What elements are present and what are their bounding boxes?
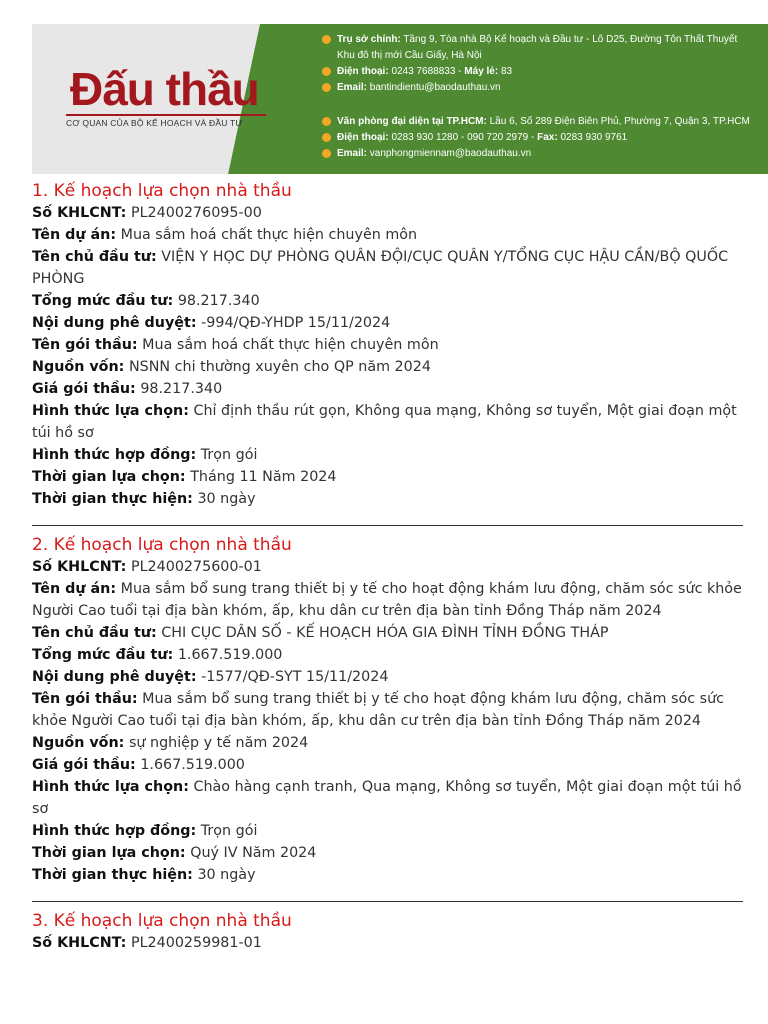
- field-contract-type: Hình thức hợp đồng: Trọn gói: [32, 823, 258, 839]
- field-approval: Nội dung phê duyệt: -1577/QĐ-SYT 15/11/2024: [32, 669, 389, 685]
- site-logo[interactable]: Đấu thầu: [70, 63, 259, 115]
- field-plan-number: Số KHLCNT: PL2400275600-01: [32, 559, 262, 575]
- field-execution-time: Thời gian thực hiện: 30 ngày: [32, 491, 256, 507]
- field-investor: Tên chủ đầu tư: VIỆN Y HỌC DỰ PHÒNG QUÂN ĐỘI/CỤC QUÂN Y/TỔNG CỤC HẬU CẦN/BỘ QUỐC PHÒNG: [32, 249, 729, 287]
- field-execution-time: Thời gian thực hiện: 30 ngày: [32, 867, 256, 883]
- field-package-name: Tên gói thầu: Mua sắm hoá chất thực hiện chuyên môn: [32, 337, 439, 353]
- contact-info: [294, 24, 768, 174]
- phone-icon: [322, 133, 331, 142]
- email-icon: [322, 83, 331, 92]
- phone-icon: [322, 67, 331, 76]
- field-plan-number: Số KHLCNT: PL2400276095-00: [32, 205, 262, 221]
- email-icon: [322, 149, 331, 158]
- location-icon: [322, 117, 331, 126]
- field-package-name: Tên gói thầu: Mua sắm bổ sung trang thiết bị y tế cho hoạt động khám lưu động, chăm sóc sức khỏe Người Cao tuổi tại địa bàn khóm, ấp, khu dân cư trên địa bàn tỉnh Đồng Tháp năm 2024: [32, 691, 724, 729]
- field-contract-type: Hình thức hợp đồng: Trọn gói: [32, 447, 258, 463]
- hq-email-link[interactable]: bantindientu@baodauthau.vn: [367, 82, 501, 93]
- hq-address-line: Trụ sở chính: Tầng 9, Tòa nhà Bộ Kế hoạch và Đầu tư - Lô D25, Đường Tôn Thất Thuyết: [324, 32, 768, 48]
- plan-title: 3. Kế hoạch lựa chọn nhà thầu: [32, 911, 292, 931]
- field-selection-time: Thời gian lựa chọn: Tháng 11 Năm 2024: [32, 469, 337, 485]
- field-total-investment: Tổng mức đầu tư: 1.667.519.000: [32, 647, 283, 663]
- field-total-investment: Tổng mức đầu tư: 98.217.340: [32, 293, 260, 309]
- field-funding: Nguồn vốn: sự nghiệp y tế năm 2024: [32, 735, 309, 751]
- header-banner: [32, 24, 768, 174]
- hq-phone-line: Điện thoại: 0243 7688833 - Máy lẻ: 83: [324, 64, 768, 80]
- field-project-name: Tên dự án: Mua sắm hoá chất thực hiện chuyên môn: [32, 227, 418, 243]
- field-package-price: Giá gói thầu: 1.667.519.000: [32, 757, 245, 773]
- divider: [32, 525, 743, 526]
- location-icon: [322, 35, 331, 44]
- plan-list: [32, 178, 744, 954]
- field-funding: Nguồn vốn: NSNN chi thường xuyên cho QP năm 2024: [32, 359, 431, 375]
- field-selection-method: Hình thức lựa chọn: Chào hàng cạnh tranh, Qua mạng, Không sơ tuyển, Một giai đoạn một túi hồ sơ: [32, 779, 742, 817]
- hq-email-line: Email: bantindientu@baodauthau.vn: [324, 80, 768, 96]
- hcm-address-line: Văn phòng đại diện tại TP.HCM: Lầu 6, Số 289 Điện Biên Phủ, Phường 7, Quận 3, TP.HCM: [324, 114, 768, 130]
- hcm-email-line: Email: vanphongmiennam@baodauthau.vn: [324, 146, 768, 162]
- plan-3: [32, 910, 744, 954]
- plan-2: [32, 534, 744, 886]
- plan-title: 1. Kế hoạch lựa chọn nhà thầu: [32, 181, 292, 201]
- plan-1: [32, 180, 744, 510]
- hcm-email-link[interactable]: vanphongmiennam@baodauthau.vn: [367, 148, 532, 159]
- logo-panel: [32, 24, 294, 174]
- field-project-name: Tên dự án: Mua sắm bổ sung trang thiết bị y tế cho hoạt động khám lưu động, chăm sóc sức khỏe Người Cao tuổi tại địa bàn khóm, ấp, khu dân cư trên địa bàn tỉnh Đồng Tháp năm 2024: [32, 581, 742, 619]
- field-approval: Nội dung phê duyệt: -994/QĐ-YHDP 15/11/2024: [32, 315, 391, 331]
- divider: [32, 901, 743, 902]
- field-plan-number: Số KHLCNT: PL2400259981-01: [32, 935, 262, 951]
- logo-subtitle: CƠ QUAN CỦA BỘ KẾ HOẠCH VÀ ĐẦU TƯ: [66, 114, 266, 128]
- plan-title: 2. Kế hoạch lựa chọn nhà thầu: [32, 535, 292, 555]
- hq-address-line-2: Khu đô thị mới Cầu Giấy, Hà Nội: [337, 50, 482, 61]
- field-investor: Tên chủ đầu tư: CHI CỤC DÂN SỐ - KẾ HOẠCH HÓA GIA ĐÌNH TỈNH ĐỒNG THÁP: [32, 625, 609, 641]
- field-selection-method: Hình thức lựa chọn: Chỉ định thầu rút gọn, Không qua mạng, Không sơ tuyển, Một giai đoạn một túi hồ sơ: [32, 403, 737, 441]
- field-package-price: Giá gói thầu: 98.217.340: [32, 381, 223, 397]
- field-selection-time: Thời gian lựa chọn: Quý IV Năm 2024: [32, 845, 317, 861]
- hcm-phone-line: Điện thoại: 0283 930 1280 - 090 720 2979 - Fax: 0283 930 9761: [324, 130, 768, 146]
